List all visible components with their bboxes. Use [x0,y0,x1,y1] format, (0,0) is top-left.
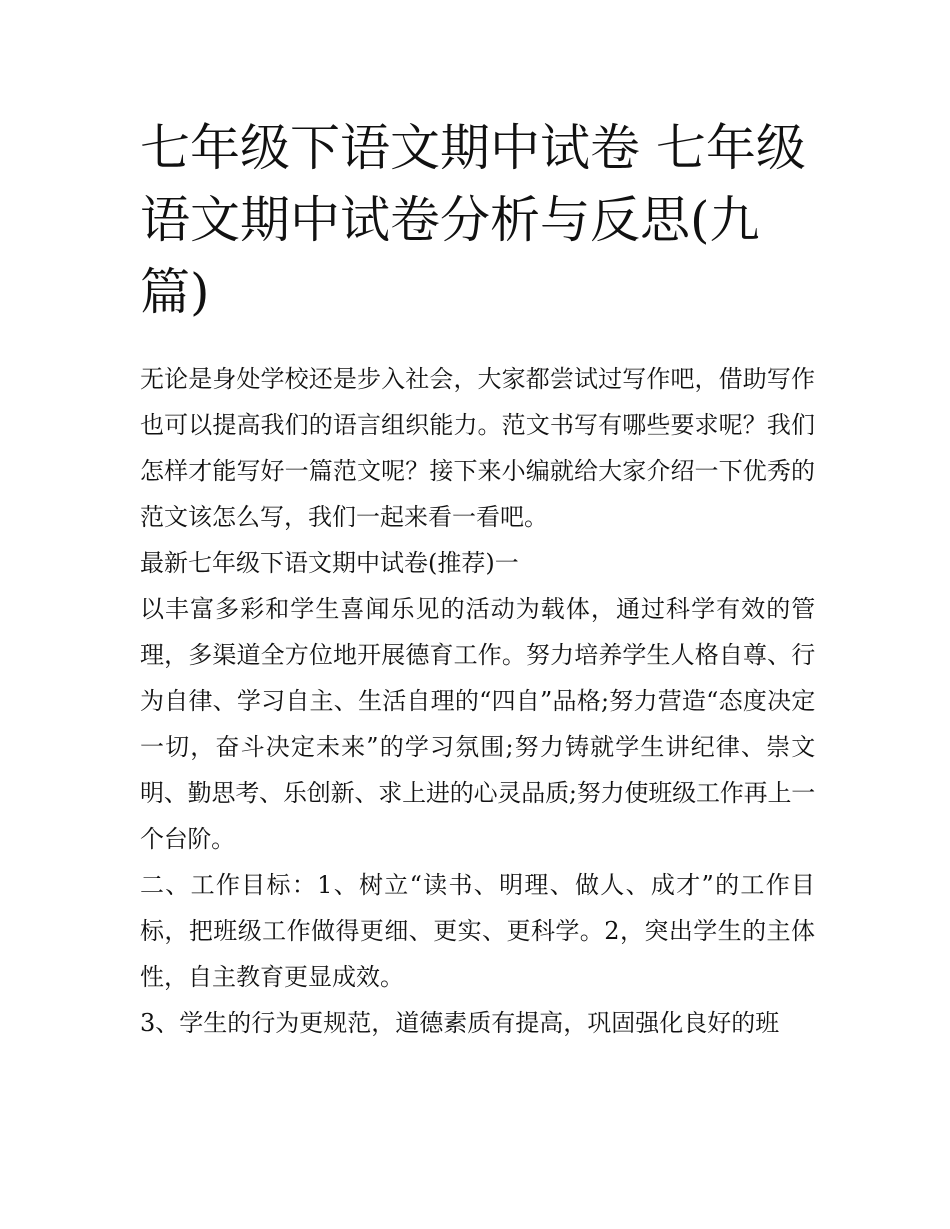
goals-paragraph: 二、工作目标：1、树立“读书、明理、做人、成才”的工作目标，把班级工作做得更细、更实、更科学。2，突出学生的主体性，自主教育更显成效。 [140,871,815,991]
document-body [140,356,815,1046]
body-paragraph: 以丰富多彩和学生喜闻乐见的活动为载体，通过科学有效的管理，多渠道全方位地开展德育工作。努力培养学生人格自尊、行为自律、学习自主、生活自理的“四自”品格;努力营造“态度决定一切，奋斗决定未来”的学习氛围;努力铸就学生讲纪律、崇文明、勤思考、乐创新、求上进的心灵品质;努力使班级工作再上一个台阶。 [140,595,815,853]
document-title: 七年级下语文期中试卷 七年级语文期中试卷分析与反思(九篇) [140,119,806,321]
intro-paragraph: 无论是身处学校还是步入社会，大家都尝试过写作吧，借助写作也可以提高我们的语言组织能力。范文书写有哪些要求呢？我们怎样才能写好一篇范文呢？接下来小编就给大家介绍一下优秀的范文该怎么写，我们一起来看一看吧。 [140,365,815,531]
goal-item-paragraph: 3、学生的行为更规范，道德素质有提高，巩固强化良好的班 [140,1009,780,1037]
section-heading: 最新七年级下语文期中试卷(推荐)一 [140,549,519,577]
